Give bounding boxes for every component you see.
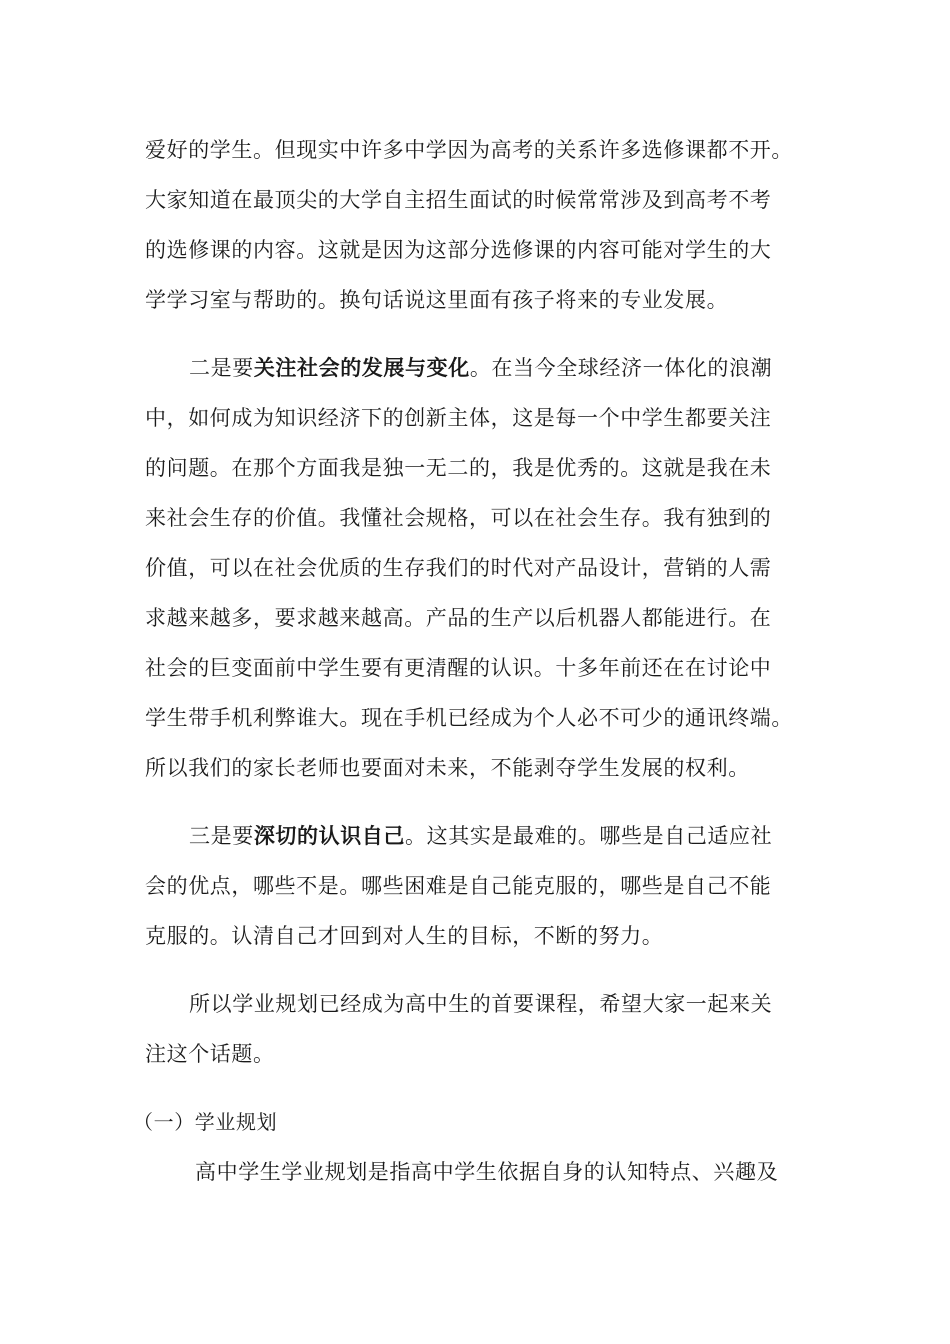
paragraph-line: 学生带手机利弊谁大。现在手机已经成为个人必不可少的通讯终端。 xyxy=(145,706,793,730)
paragraph-line: 社会的巨变面前中学生要有更清醒的认识。十多年前还在在讨论中 xyxy=(145,656,772,680)
emphasis-text: 关注社会的发展与变化 xyxy=(253,356,470,380)
paragraph-lead-text: 三是要 xyxy=(189,824,254,848)
paragraph-line: 学学习室与帮助的。换句话说这里面有孩子将来的专业发展。 xyxy=(145,288,729,312)
paragraph-line: 高中学生学业规划是指高中学生依据自身的认知特点、兴趣及 xyxy=(195,1160,779,1184)
paragraph-line: 所以学业规划已经成为高中生的首要课程，希望大家一起来关 xyxy=(189,992,773,1016)
paragraph-line: 的问题。在那个方面我是独一无二的，我是优秀的。这就是我在未 xyxy=(145,456,772,480)
paragraph-lead-text: 二是要 xyxy=(189,356,254,380)
paragraph-trail-text: 。在当今全球经济一体化的浪潮 xyxy=(469,356,773,380)
paragraph-line: 爱好的学生。但现实中许多中学因为高考的关系许多选修课都不开。 xyxy=(145,138,793,162)
paragraph-line: 所以我们的家长老师也要面对未来，不能剥夺学生发展的权利。 xyxy=(145,756,750,780)
paragraph-first-line xyxy=(189,354,772,382)
paragraph-line: 的选修课的内容。这就是因为这部分选修课的内容可能对学生的大 xyxy=(145,238,772,262)
paragraph-line: 大家知道在最顶尖的大学自主招生面试的时候常常涉及到高考不考 xyxy=(145,188,772,212)
paragraph-line: 来社会生存的价值。我懂社会规格，可以在社会生存。我有独到的 xyxy=(145,506,772,530)
paragraph-line: 求越来越多，要求越来越高。产品的生产以后机器人都能进行。在 xyxy=(145,606,772,630)
paragraph-line: 中，如何成为知识经济下的创新主体，这是每一个中学生都要关注 xyxy=(145,406,772,430)
paragraph-first-line xyxy=(189,822,772,850)
paragraph-line: 会的优点，哪些不是。哪些困难是自己能克服的，哪些是自己不能 xyxy=(145,874,772,898)
paragraph-line: 注这个话题。 xyxy=(145,1042,275,1066)
emphasis-text: 深切的认识自己 xyxy=(253,824,406,848)
paragraph-line: 价值，可以在社会优质的生存我们的时代对产品设计，营销的人需 xyxy=(145,556,772,580)
paragraph-line: 克服的。认清自己才回到对人生的目标，不断的努力。 xyxy=(145,924,664,948)
paragraph-trail-text: 。这其实是最难的。哪些是自己适应社 xyxy=(405,824,773,848)
section-heading: （一）学业规划 xyxy=(133,1110,278,1134)
